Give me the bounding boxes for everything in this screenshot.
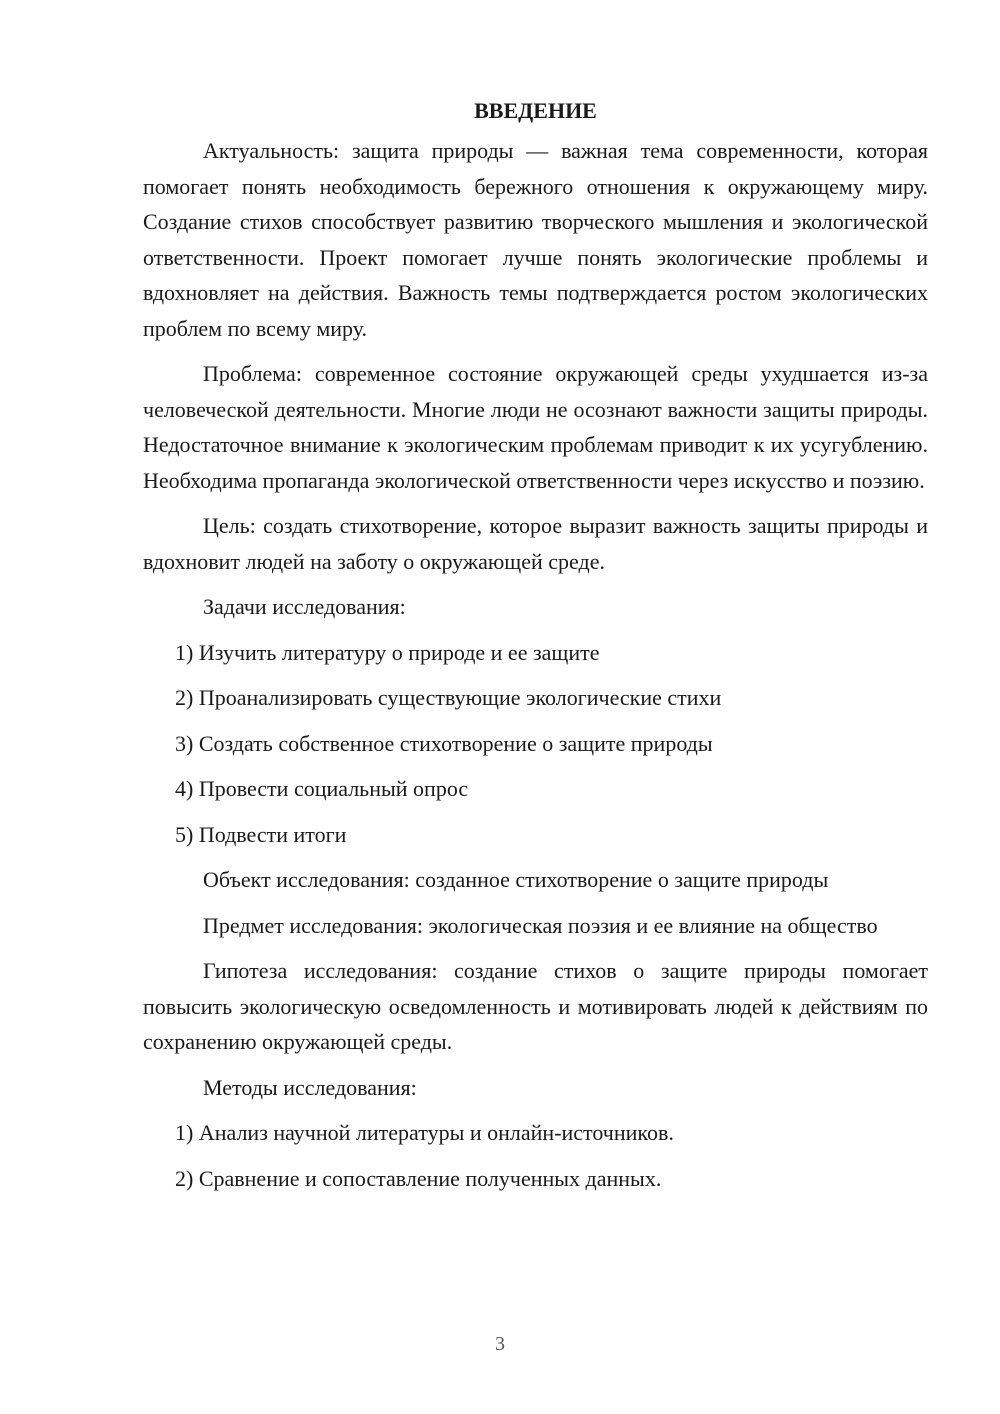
goal-paragraph: Цель: создать стихотворение, которое выразит важность защиты природы и вдохновит людей на заботу о окружающей среде.: [143, 513, 928, 574]
list-item: 1) Изучить литературу о природе и ее защите: [175, 639, 600, 665]
list-item: 2) Проанализировать существующие экологические стихи: [175, 685, 722, 710]
list-item: 4) Провести социальный опрос: [175, 776, 469, 801]
list-item: 5) Подвести итоги: [175, 821, 347, 847]
subject-paragraph: Предмет исследования: экологическая поэзия и ее влияние на общество: [203, 912, 878, 938]
object-paragraph: Объект исследования: созданное стихотворение о защите природы: [203, 867, 829, 892]
document-page: [143, 96, 928, 1206]
methods-heading: Методы исследования:: [203, 1074, 417, 1100]
list-item: 3) Создать собственное стихотворение о защите природы: [175, 730, 713, 756]
list-item: 2) Сравнение и сопоставление полученных данных.: [175, 1165, 662, 1191]
section-title: ВВЕДЕНИЕ: [474, 98, 597, 123]
tasks-list: [143, 635, 928, 853]
hypothesis-paragraph: Гипотеза исследования: создание стихов о защите природы помогает повысить экологическую осведомленность и мотивировать людей к действиям по сохранению окружающей среды.: [143, 958, 928, 1054]
page-number: 3: [495, 1333, 505, 1355]
methods-list: [143, 1115, 928, 1196]
relevance-paragraph: Актуальность: защита природы — важная тема современности, которая помогает понять необходимость бережного отношения к окружающему миру. Создание стихов способствует развитию творческого мышления и экологической ответственности. Проект помогает лучше понять экологические проблемы и вдохновляет на действия. Важность темы подтверждается ростом экологических проблем по всему миру.: [143, 138, 928, 341]
list-item: 1) Анализ научной литературы и онлайн-источников.: [175, 1120, 674, 1145]
problem-paragraph: Проблема: современное состояние окружающей среды ухудшается из-за человеческой деятельности. Многие люди не осознают важности защиты природы. Недостаточное внимание к экологическим проблемам приводит к их усугублению. Необходима пропаганда экологической ответственности через искусство и поэзию.: [143, 361, 928, 493]
tasks-heading: Задачи исследования:: [203, 594, 406, 619]
